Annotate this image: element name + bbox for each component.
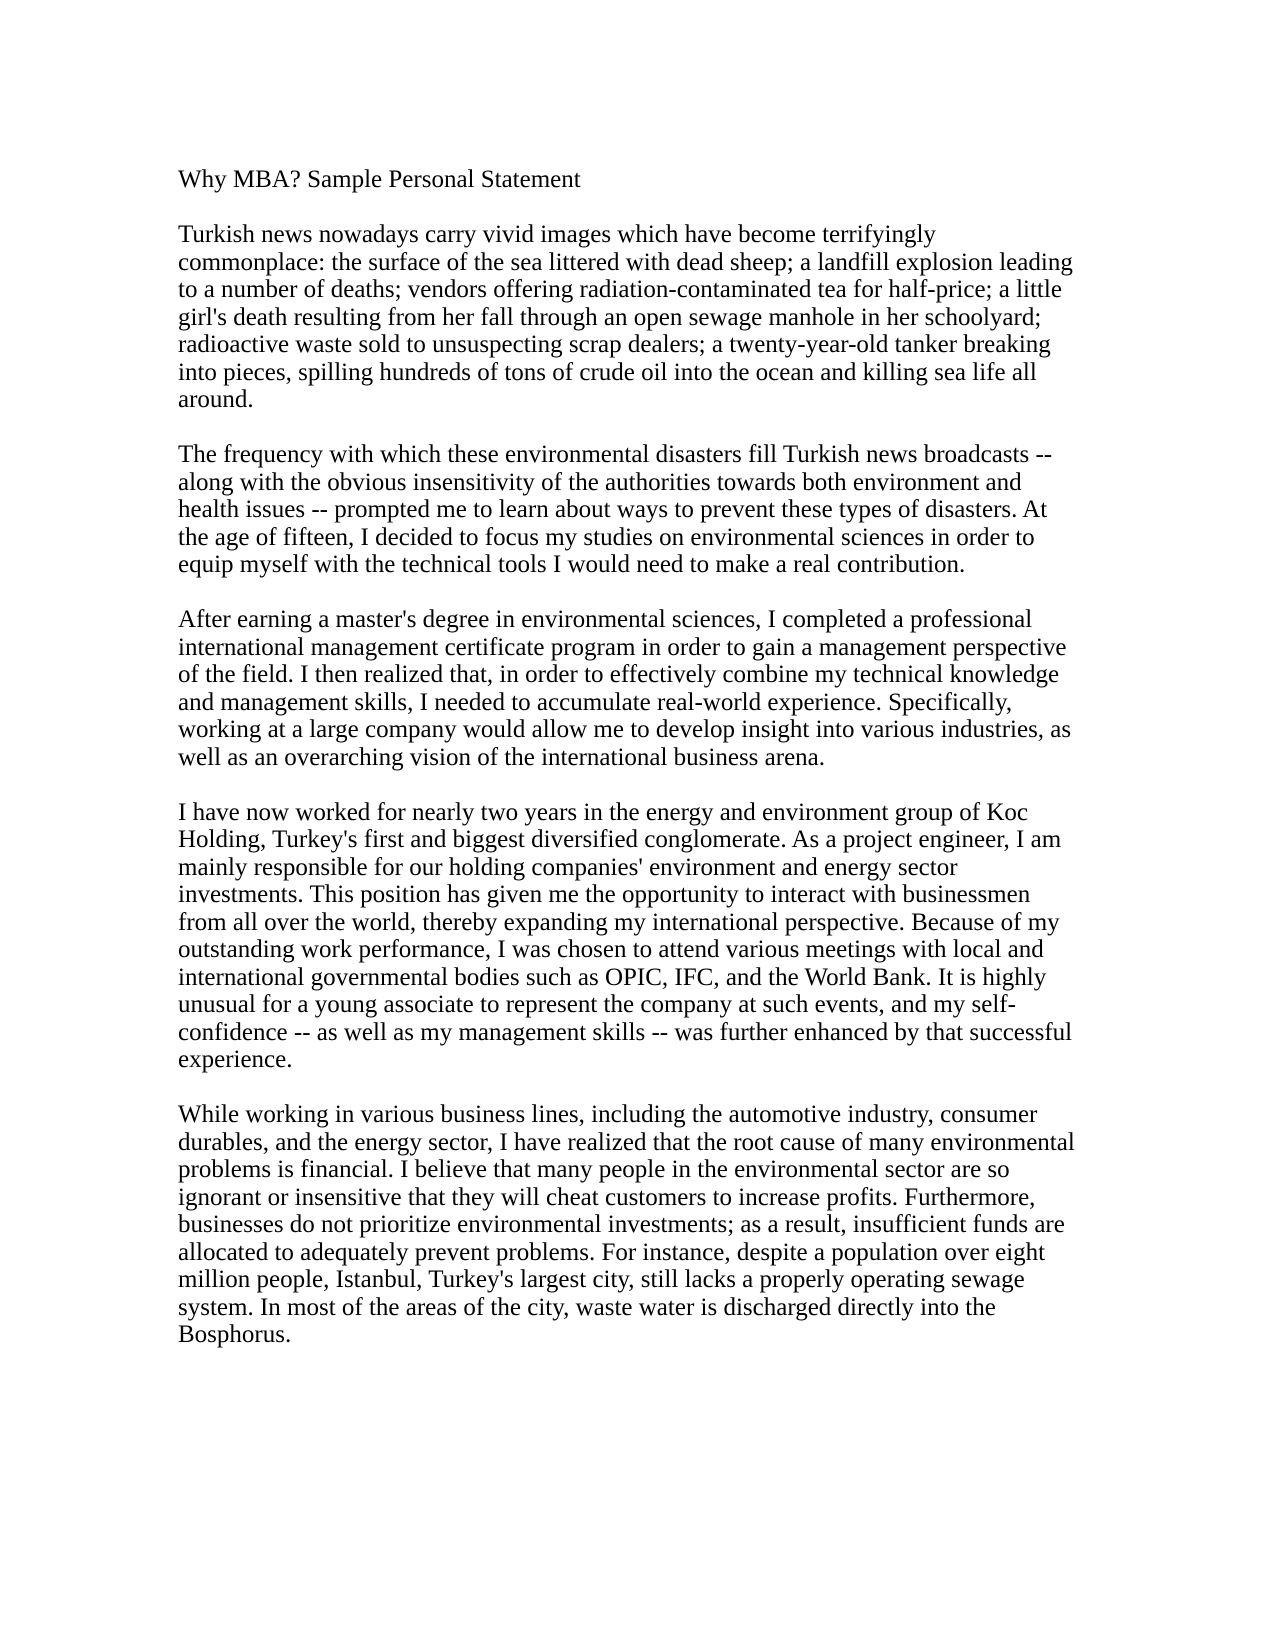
paragraph-koc-holding: I have now worked for nearly two years in the energy and environment group of Koc Holding, Turkey's first and biggest diversified conglomerate. As a project engineer, I am mainly responsible for our holding companies' environment and energy sector investments. This position has given me the opportunity to interact with businessmen from all over the world, thereby expanding my international perspective. Because of my outstanding work performance, I was chosen to attend various meetings with local and international governmental bodies such as OPIC, IFC, and the World Bank. It is highly unusual for a young associate to represent the company at such events, and my self-confidence -- as well as my management skills -- was further enhanced by that successful experience.	[178, 798, 1073, 1073]
paragraph-turkish-news: Turkish news nowadays carry vivid images which have become terrifyingly commonplace: the surface of the sea littered with dead sheep; a landfill explosion leading to a number of deaths; vendors offering radiation-contaminated tea for half-price; a little girl's death resulting from her fall through an open sewage manhole in her schoolyard; radioactive waste sold to unsuspecting scrap dealers; a twenty-year-old tanker breaking into pieces, spilling hundreds of tons of crude oil into the ocean and killing sea life all around.	[178, 221, 1073, 413]
document-text-column	[178, 166, 1083, 1349]
paragraph-frequency-disasters: The frequency with which these environmental disasters fill Turkish news broadcasts -- along with the obvious insensitivity of the authorities towards both environment and health issues -- prompted me to learn about ways to prevent these types of disasters. At the age of fifteen, I decided to focus my studies on environmental sciences in order to equip myself with the technical tools I would need to make a real contribution.	[178, 441, 1053, 578]
paragraph-masters-degree: After earning a master's degree in environmental sciences, I completed a professional international management certificate program in order to gain a management perspective of the field. I then realized that, in order to effectively combine my technical knowledge and management skills, I needed to accumulate real-world experience. Specifically, working at a large company would allow me to develop insight into various industries, as well as an overarching vision of the international business arena.	[178, 606, 1072, 771]
document-title: Why MBA? Sample Personal Statement	[178, 166, 581, 193]
paragraph-business-lines: While working in various business lines, including the automotive industry, consumer durables, and the energy sector, I have realized that the root cause of many environmental problems is financial. I believe that many people in the environmental sector are so ignorant or insensitive that they will cheat customers to increase profits. Furthermore, businesses do not prioritize environmental investments; as a result, insufficient funds are allocated to adequately prevent problems. For instance, despite a population over eight million people, Istanbul, Turkey's largest city, still lacks a properly operating sewage system. In most of the areas of the city, waste water is discharged directly into the Bosphorus.	[178, 1101, 1075, 1348]
